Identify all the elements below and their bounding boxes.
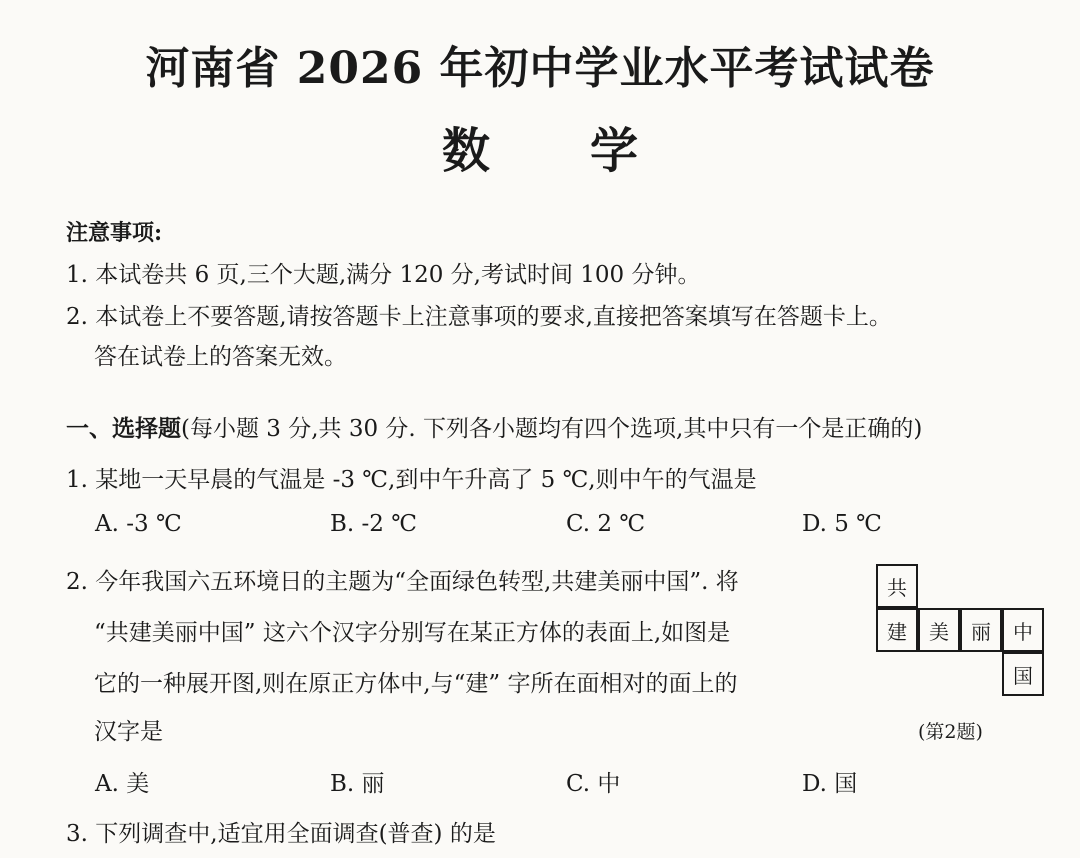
subject-title: 数学 xyxy=(441,123,738,179)
q1-option-c: C. 2 ℃ xyxy=(566,511,646,537)
notice-heading: 注意事项: xyxy=(66,220,163,246)
question-2-stem-line-3: 它的一种展开图,则在原正方体中,与“建” 字所在面相对的面上的 xyxy=(94,671,738,697)
cube-net-cell: 建 xyxy=(876,608,918,652)
q2-option-c: C. 中 xyxy=(566,771,621,797)
exam-title: 河南省 2026 年初中学业水平考试试卷 xyxy=(145,43,935,94)
q1-option-a: A. -3 ℃ xyxy=(95,511,182,537)
section-heading xyxy=(66,410,922,443)
q2-option-a: A. 美 xyxy=(95,771,150,797)
cube-net-cell: 美 xyxy=(918,608,960,652)
notice-item-1: 1. 本试卷共 6 页,三个大题,满分 120 分,考试时间 100 分钟。 xyxy=(66,262,701,288)
question-2-stem-line-4: 汉字是 xyxy=(94,719,163,745)
q2-option-d: D. 国 xyxy=(802,771,858,797)
cube-net-figure xyxy=(874,562,1048,704)
notice-item-2-cont: 答在试卷上的答案无效。 xyxy=(94,344,347,370)
cube-net-cell: 丽 xyxy=(960,608,1002,652)
q1-option-d: D. 5 ℃ xyxy=(802,511,882,537)
cube-net-cell: 国 xyxy=(1002,652,1044,696)
question-2-stem-line-1: 2. 今年我国六五环境日的主题为“全面绿色转型,共建美丽中国”. 将 xyxy=(66,569,739,595)
cube-net-cell: 中 xyxy=(1002,608,1044,652)
question-1-stem: 1. 某地一天早晨的气温是 -3 ℃,到中午升高了 5 ℃,则中午的气温是 xyxy=(66,467,757,493)
section-title: 一、选择题 xyxy=(66,415,181,442)
question-2-stem-line-2: “共建美丽中国” 这六个汉字分别写在某正方体的表面上,如图是 xyxy=(94,620,731,646)
section-description: (每小题 3 分,共 30 分. 下列各小题均有四个选项,其中只有一个是正确的) xyxy=(181,416,923,442)
q2-option-b: B. 丽 xyxy=(330,771,385,797)
notice-item-2: 2. 本试卷上不要答题,请按答题卡上注意事项的要求,直接把答案填写在答题卡上。 xyxy=(66,304,892,330)
question-3-stem: 3. 下列调查中,适宜用全面调查(普查) 的是 xyxy=(66,821,496,847)
figure-caption: (第2题) xyxy=(918,721,983,743)
cube-net-cell: 共 xyxy=(876,564,918,608)
q1-option-b: B. -2 ℃ xyxy=(330,511,417,537)
